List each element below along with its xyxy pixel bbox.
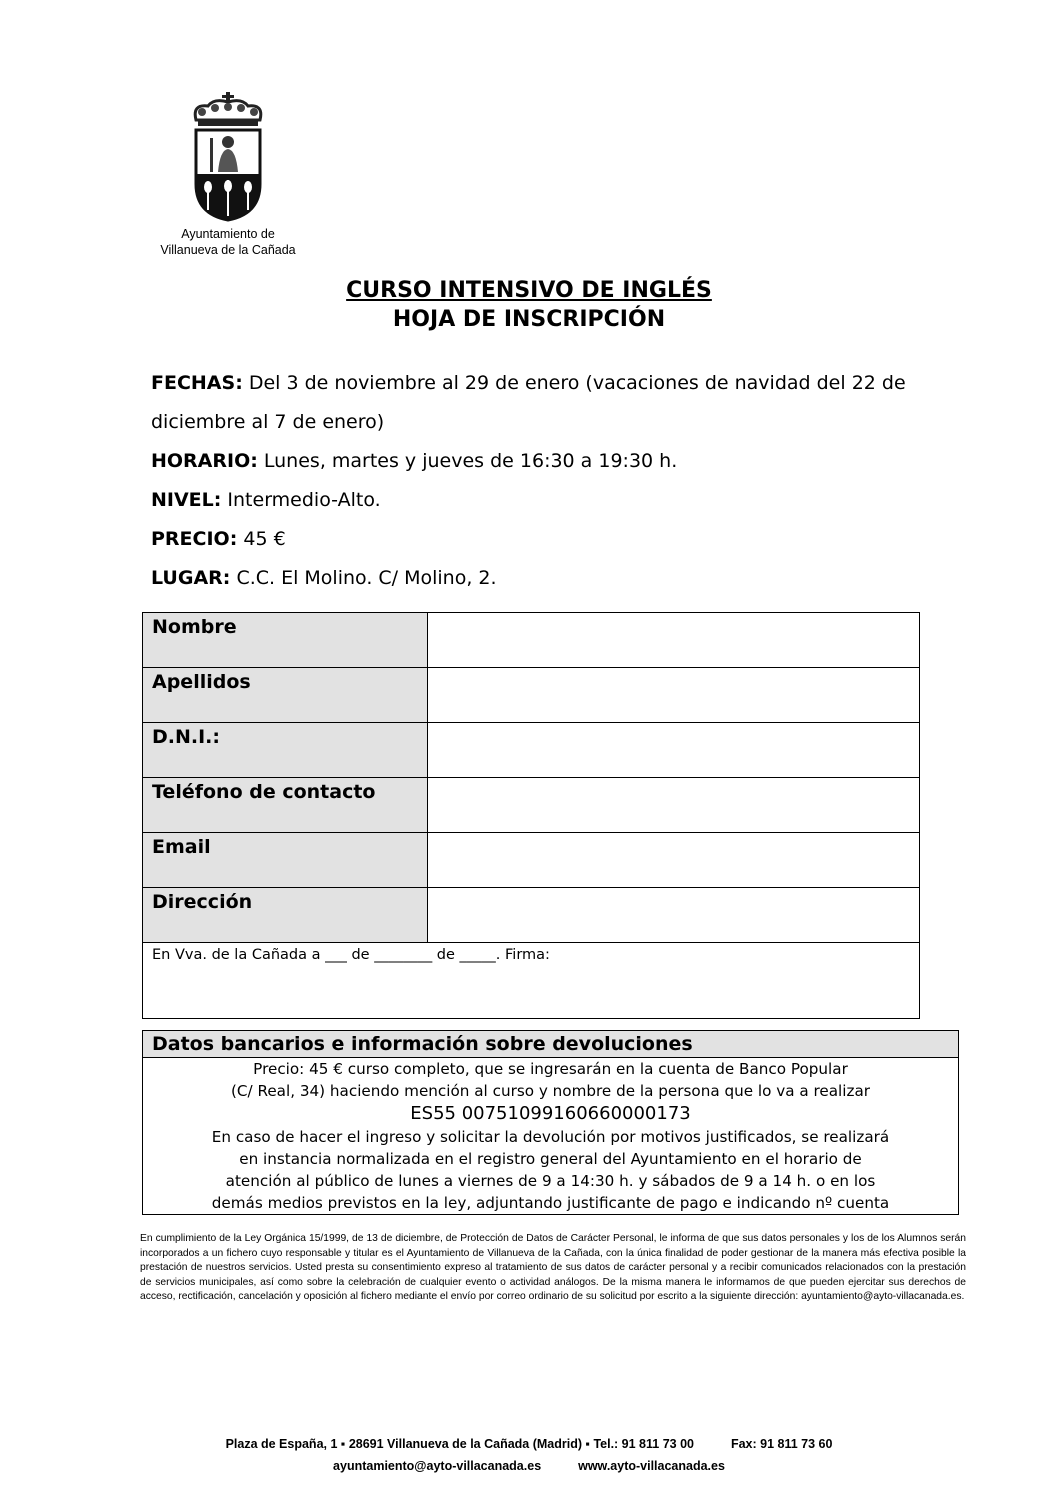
- info-fechas: [151, 364, 931, 442]
- coat-of-arms-icon: [188, 92, 268, 222]
- precio-value: 45 €: [243, 528, 286, 550]
- footer-address: Plaza de España, 1: [225, 1437, 338, 1451]
- nivel-label: NIVEL:: [151, 489, 222, 511]
- org-name-line1: Ayuntamiento de: [181, 227, 275, 241]
- lugar-label: LUGAR:: [151, 567, 231, 589]
- org-name-line2: Villanueva de la Cañada: [160, 243, 296, 257]
- field-input-dni[interactable]: [428, 723, 920, 778]
- footer-contact-line: [0, 1433, 1058, 1455]
- info-horario: [151, 442, 931, 481]
- footer-web-line: [0, 1455, 1058, 1477]
- field-input-email[interactable]: [428, 833, 920, 888]
- footer-tel: Tel.: 91 811 73 00: [593, 1437, 694, 1451]
- field-label-direccion: Dirección: [143, 888, 428, 943]
- precio-label: PRECIO:: [151, 528, 238, 550]
- footer-postal: 28691 Villanueva de la Cañada (Madrid): [348, 1437, 583, 1451]
- field-label-nombre: Nombre: [143, 613, 428, 668]
- field-label-email: Email: [143, 833, 428, 888]
- field-label-telefono: Teléfono de contacto: [143, 778, 428, 833]
- municipal-logo: [148, 92, 308, 258]
- registration-form: [142, 612, 920, 1019]
- lugar-value: C.C. El Molino. C/ Molino, 2.: [236, 567, 497, 589]
- bank-line-5: atención al público de lunes a viernes de 9 a 14:30 h. y sábados de 9 a 14 h. o en los: [225, 1172, 876, 1190]
- field-input-nombre[interactable]: [428, 613, 920, 668]
- footer-email-link[interactable]: ayuntamiento@ayto-villacanada.es: [333, 1459, 542, 1473]
- field-input-direccion[interactable]: [428, 888, 920, 943]
- form-row-email: [143, 833, 920, 888]
- data-protection-notice: En cumplimiento de la Ley Orgánica 15/1999, de 13 de diciembre, de Protección de Datos de Carácter Personal, le informa de que sus datos personales y los de los Alumnos serán incorporados a un fichero cuyo responsable y titular es el Ayuntamiento de Villanueva de la Cañada, con la única finalidad de poder gestionar de la manera más efectiva posible la prestación de nuestros servicios. Usted presta su consentimiento expreso al tratamiento de sus datos de carácter personal y a recibir comunicados relacionados con la prestación de servicios municipales, así como sobre la celebración de cualquier evento o actividad análogos. De la misma manera le informamos de que pueden ejercitar sus derechos de acceso, rectificación, cancelación y oposición al fichero mediante el envío por correo ordinario de su solicitud por escrito a la siguiente dirección: ayuntamiento@ayto-villacanada.es.: [140, 1233, 966, 1302]
- bank-iban: ES55 00751099160660000173: [410, 1103, 691, 1124]
- horario-value: Lunes, martes y jueves de 16:30 a 19:30 h.: [263, 450, 678, 472]
- field-input-telefono[interactable]: [428, 778, 920, 833]
- form-row-signature: [143, 943, 920, 1019]
- form-row-nombre: [143, 613, 920, 668]
- form-row-dni: [143, 723, 920, 778]
- field-label-apellidos: Apellidos: [143, 668, 428, 723]
- form-row-telefono: [143, 778, 920, 833]
- bank-line-6: demás medios previstos en la ley, adjuntando justificante de pago e indicando nº cuenta: [211, 1194, 890, 1212]
- fechas-value: Del 3 de noviembre al 29 de enero (vacaciones de navidad del 22 de diciembre al 7 de enero): [151, 372, 906, 433]
- info-nivel: [151, 481, 931, 520]
- form-row-apellidos: [143, 668, 920, 723]
- footer-web-link[interactable]: www.ayto-villacanada.es: [578, 1459, 725, 1473]
- footer-separator: ▪: [340, 1437, 346, 1451]
- bank-line-2: (C/ Real, 34) haciendo mención al curso y nombre de la persona que lo va a realizar: [230, 1082, 871, 1100]
- bank-body: [143, 1058, 958, 1214]
- bank-info-box: [142, 1030, 959, 1215]
- footer-separator: ▪: [585, 1437, 590, 1451]
- nivel-value: Intermedio-Alto.: [227, 489, 381, 511]
- course-title: CURSO INTENSIVO DE INGLÉS: [346, 278, 712, 303]
- bank-line-3: En caso de hacer el ingreso y solicitar la devolución por motivos justificados, se realizará: [211, 1128, 890, 1146]
- page-footer: [0, 1433, 1058, 1477]
- bank-line-1: Precio: 45 € curso completo, que se ingresarán en la cuenta de Banco Popular: [253, 1060, 848, 1078]
- bank-heading: Datos bancarios e información sobre devoluciones: [143, 1031, 958, 1058]
- page-title: [0, 276, 1058, 334]
- fechas-label: FECHAS:: [151, 372, 243, 394]
- bank-line-4: en instancia normalizada en el registro general del Ayuntamiento en el horario de: [239, 1150, 862, 1168]
- footer-fax: Fax: 91 811 73 60: [730, 1437, 833, 1451]
- form-title: HOJA DE INSCRIPCIÓN: [392, 307, 666, 332]
- form-row-direccion: [143, 888, 920, 943]
- horario-label: HORARIO:: [151, 450, 258, 472]
- field-label-dni: D.N.I.:: [143, 723, 428, 778]
- info-precio: [151, 520, 931, 559]
- course-info: [151, 364, 931, 598]
- field-input-apellidos[interactable]: [428, 668, 920, 723]
- signature-line[interactable]: En Vva. de la Cañada a ___ de ________ de _____. Firma:: [143, 943, 920, 1019]
- info-lugar: [151, 559, 931, 598]
